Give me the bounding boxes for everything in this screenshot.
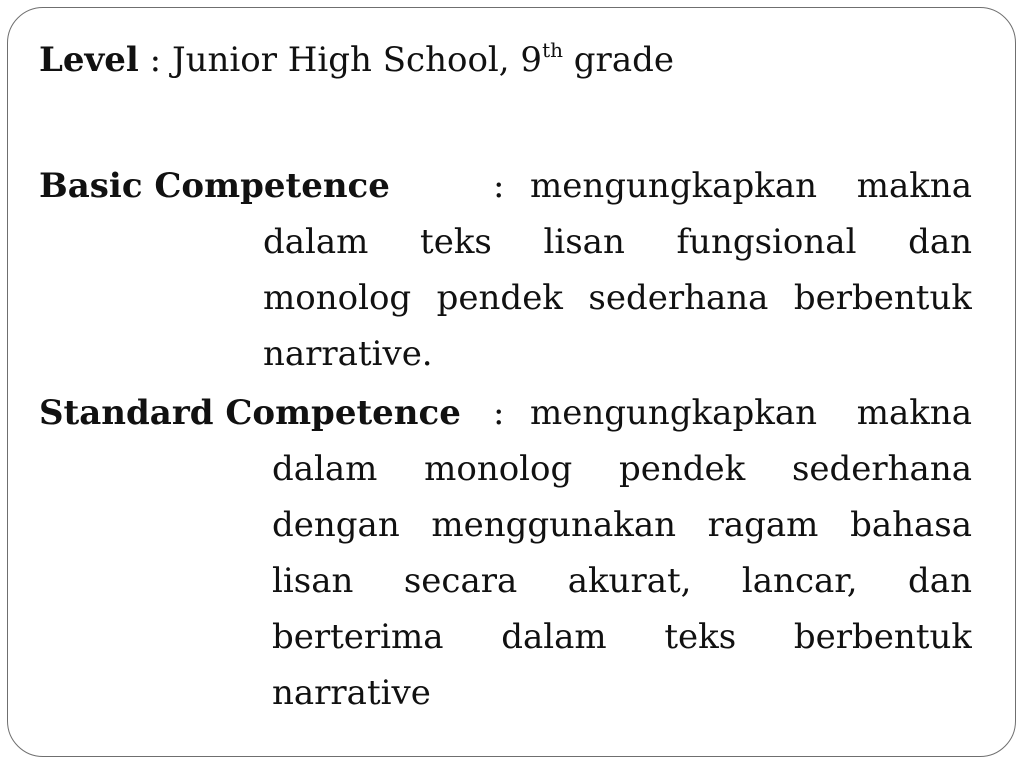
word: teks: [664, 617, 737, 657]
word: dan: [908, 561, 972, 601]
word: berterima: [272, 617, 444, 657]
word: mengungkapkan: [530, 166, 817, 206]
word: lisan: [543, 222, 625, 262]
standard-competence-line-5: [272, 609, 972, 665]
word: dalam: [501, 617, 607, 657]
basic-competence-label: Basic Competence: [39, 166, 390, 206]
level-label: Level: [39, 40, 139, 80]
word: menggunakan: [431, 505, 676, 545]
word: dalam: [272, 449, 378, 489]
basic-competence-first-line: [39, 158, 972, 214]
basic-competence-line-1: [530, 158, 972, 214]
word: ragam: [707, 505, 819, 545]
standard-competence-entry: [39, 385, 972, 721]
level-value-suffix: grade: [573, 40, 674, 80]
word: lisan: [272, 561, 354, 601]
word: monolog: [263, 278, 412, 318]
standard-competence-line-1: [530, 385, 972, 441]
word: pendek: [436, 278, 563, 318]
basic-competence-line-3: [263, 270, 972, 326]
word: fungsional: [676, 222, 857, 262]
level-separator: :: [149, 40, 162, 80]
word: sederhana: [791, 449, 972, 489]
basic-competence-body: [263, 214, 972, 382]
word: makna: [856, 166, 972, 206]
standard-competence-line-2: [272, 441, 972, 497]
standard-competence-line-6: narrative: [272, 673, 431, 713]
standard-competence-separator: :: [493, 393, 505, 433]
word: pendek: [618, 449, 746, 489]
standard-competence-line-4: [272, 553, 972, 609]
basic-competence-separator: :: [493, 166, 505, 206]
word: berbentuk: [793, 617, 972, 657]
word: dengan: [272, 505, 400, 545]
basic-competence-entry: [39, 158, 972, 382]
level-value-prefix: Junior High School, 9: [171, 40, 543, 80]
word: bahasa: [850, 505, 972, 545]
word: secara: [403, 561, 518, 601]
word: dan: [908, 222, 972, 262]
word: monolog: [424, 449, 573, 489]
standard-competence-body: [272, 441, 972, 721]
word: lancar,: [741, 561, 858, 601]
word: dalam: [263, 222, 369, 262]
word: makna: [856, 393, 972, 433]
word: teks: [420, 222, 492, 262]
basic-competence-line-2: [263, 214, 972, 270]
standard-competence-first-line: [39, 385, 972, 441]
word: sederhana: [588, 278, 769, 318]
level-line: [39, 32, 972, 88]
word: akurat,: [567, 561, 692, 601]
basic-competence-line-4: narrative.: [263, 334, 433, 374]
standard-competence-label: Standard Competence: [39, 393, 461, 433]
standard-competence-line-3: [272, 497, 972, 553]
level-superscript: th: [542, 38, 563, 62]
word: mengungkapkan: [530, 393, 817, 433]
word: berbentuk: [793, 278, 972, 318]
